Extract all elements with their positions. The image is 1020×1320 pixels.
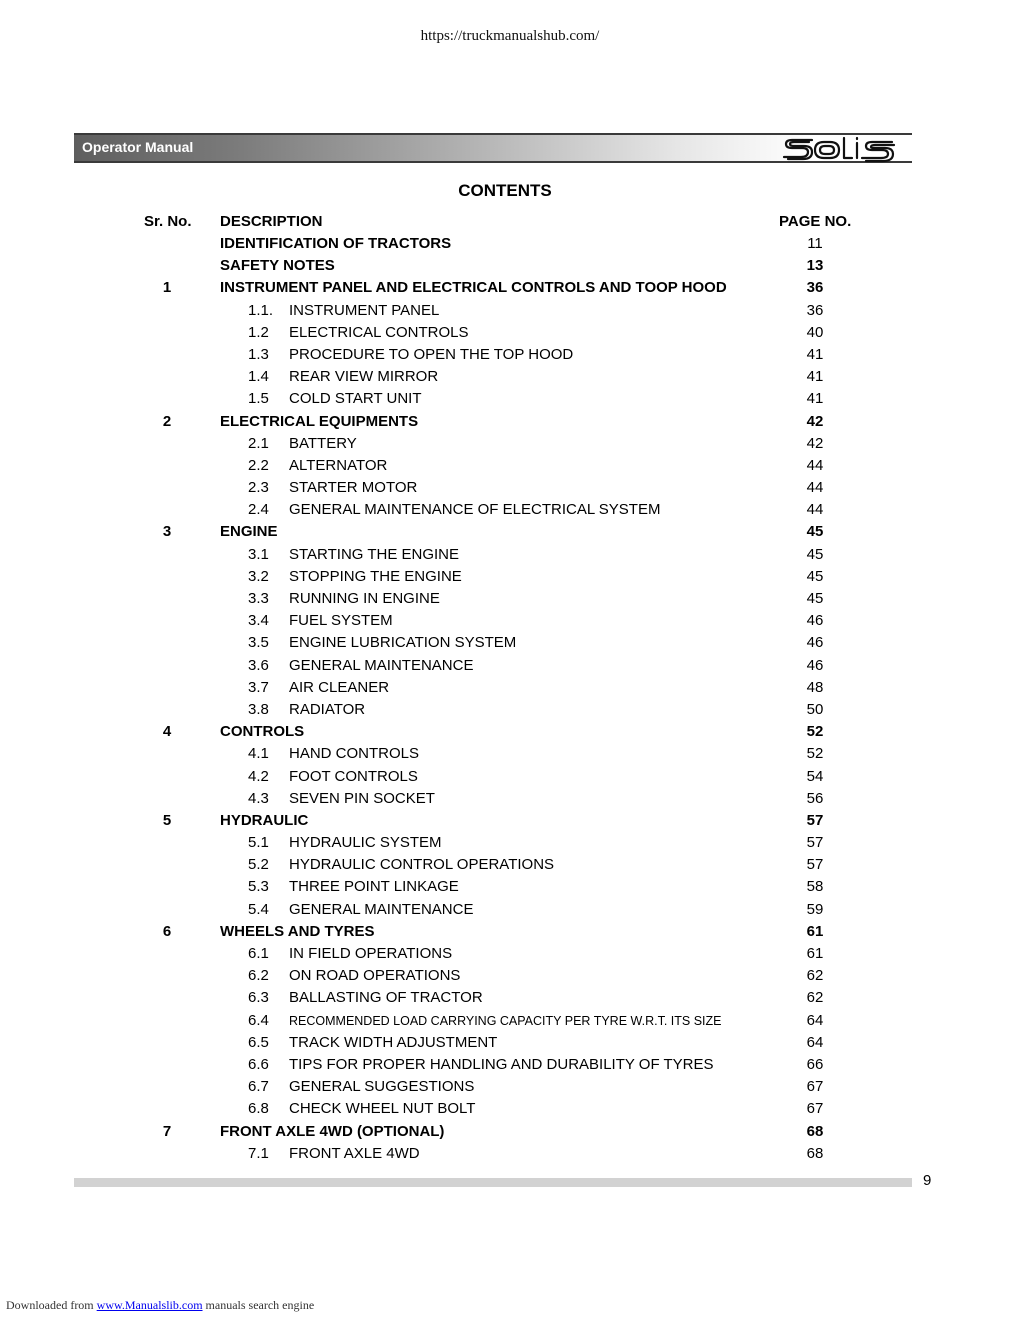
subsection-title: HYDRAULIC CONTROL OPERATIONS [289, 856, 555, 874]
page-reference: 61 [806, 945, 824, 962]
subsection-number: 6.4 [248, 1011, 269, 1029]
subsection-title: THREE POINT LINKAGE [289, 878, 459, 896]
subsection-title: RUNNING IN ENGINE [289, 590, 440, 607]
subsection-title: SEVEN PIN SOCKET [289, 789, 435, 807]
footer-bar [74, 1178, 912, 1187]
toc-subsection-row[interactable] [0, 766, 1020, 788]
header-banner [74, 133, 912, 163]
subsection-number: 5.1 [248, 834, 269, 852]
toc-subsection-row[interactable] [0, 899, 1020, 921]
toc-subsection-row[interactable] [0, 300, 1020, 322]
subsection-number: 1.3 [248, 345, 269, 363]
section-number: 1 [162, 279, 172, 297]
section-number: 7 [162, 1122, 172, 1140]
page-reference: 52 [806, 745, 824, 763]
page-reference: 54 [806, 767, 824, 785]
section-title: ENGINE [220, 523, 278, 541]
page-reference: 45 [806, 590, 824, 607]
subsection-number: 1.1. [248, 301, 274, 319]
subsection-number: 6.5 [248, 1033, 269, 1051]
toc-section-row[interactable] [0, 277, 1020, 299]
page-reference: 58 [806, 878, 824, 896]
page-reference: 46 [806, 612, 824, 630]
subsection-number: 3.8 [248, 700, 269, 718]
subsection-number: 3.4 [248, 612, 269, 630]
subsection-title: STARTING THE ENGINE [289, 545, 460, 563]
section-title: IDENTIFICATION OF TRACTORS [220, 235, 452, 252]
toc-subsection-row[interactable] [0, 1143, 1020, 1165]
subsection-title: FUEL SYSTEM [289, 612, 393, 630]
page-reference: 41 [806, 368, 824, 386]
toc-subsection-row[interactable] [0, 987, 1020, 1009]
subsection-title: GENERAL MAINTENANCE [289, 656, 474, 674]
page-reference: 56 [806, 789, 824, 807]
subsection-number: 2.3 [248, 479, 269, 497]
solis-logo-icon [782, 133, 904, 163]
subsection-title: ELECTRICAL CONTROLS [289, 323, 469, 341]
toc-section-row[interactable] [0, 521, 1020, 543]
page-reference: 44 [806, 501, 824, 519]
download-notice [6, 1298, 314, 1313]
toc-subsection-row[interactable] [0, 832, 1020, 854]
page-reference: 46 [806, 634, 824, 652]
page-reference: 64 [806, 1011, 824, 1029]
section-number: 2 [162, 412, 172, 430]
subsection-number: 3.1 [248, 545, 269, 563]
page-reference: 62 [806, 989, 824, 1007]
table-of-contents [0, 233, 1020, 1165]
subsection-title: INSTRUMENT PANEL [289, 301, 440, 319]
page-reference: 36 [806, 279, 824, 297]
toc-subsection-row[interactable] [0, 566, 1020, 588]
subsection-title: ENGINE LUBRICATION SYSTEM [289, 634, 517, 652]
section-number: 3 [162, 523, 172, 541]
column-header-description: DESCRIPTION [220, 213, 323, 230]
page-reference: 64 [806, 1033, 824, 1051]
page-reference: 52 [806, 723, 824, 741]
subsection-title: BALLASTING OF TRACTOR [289, 989, 483, 1007]
subsection-number: 4.3 [248, 789, 269, 807]
toc-subsection-row[interactable] [0, 1098, 1020, 1120]
page-reference: 45 [806, 523, 824, 541]
subsection-title: PROCEDURE TO OPEN THE TOP HOOD [289, 345, 574, 363]
toc-subsection-row[interactable] [0, 1054, 1020, 1076]
download-suffix: manuals search engine [202, 1298, 315, 1312]
section-title: INSTRUMENT PANEL AND ELECTRICAL CONTROLS AND TOOP HOOD [220, 279, 727, 297]
toc-section-row[interactable] [0, 810, 1020, 832]
page-reference: 46 [806, 656, 824, 674]
toc-subsection-row[interactable] [0, 1032, 1020, 1054]
section-title: WHEELS AND TYRES [220, 922, 375, 940]
toc-subsection-row[interactable] [0, 610, 1020, 632]
column-header-sr-no: Sr. No. [144, 213, 192, 230]
subsection-title: RECOMMENDED LOAD CARRYING CAPACITY PER TYRE W.R.T. ITS SIZE [289, 1013, 722, 1028]
subsection-number: 6.7 [248, 1078, 269, 1096]
subsection-number: 1.4 [248, 368, 269, 386]
toc-section-row[interactable] [0, 255, 1020, 277]
toc-subsection-row[interactable] [0, 588, 1020, 610]
page-number: 9 [923, 1172, 932, 1189]
subsection-title: TRACK WIDTH ADJUSTMENT [289, 1033, 498, 1051]
toc-subsection-row[interactable] [0, 477, 1020, 499]
page-reference: 68 [806, 1144, 824, 1162]
toc-subsection-row[interactable] [0, 743, 1020, 765]
page-reference: 67 [806, 1078, 824, 1096]
section-number: 5 [162, 811, 172, 829]
toc-subsection-row[interactable] [0, 455, 1020, 477]
subsection-number: 5.2 [248, 856, 269, 874]
subsection-title: COLD START UNIT [289, 390, 422, 408]
section-number: 6 [162, 922, 172, 940]
page-reference: 57 [806, 856, 824, 874]
page-reference: 42 [806, 412, 824, 430]
subsection-title: FOOT CONTROLS [289, 767, 418, 785]
manualslib-link[interactable]: www.Manualslib.com [96, 1298, 203, 1312]
toc-subsection-row[interactable] [0, 344, 1020, 366]
subsection-title: ALTERNATOR [289, 456, 388, 474]
source-url: https://truckmanualshub.com/ [420, 28, 600, 44]
section-title: CONTROLS [220, 723, 305, 741]
toc-subsection-row[interactable] [0, 544, 1020, 566]
page-reference: 44 [806, 479, 824, 497]
toc-subsection-row[interactable] [0, 876, 1020, 898]
page-reference: 57 [806, 834, 824, 852]
section-title: HYDRAULIC [220, 811, 309, 829]
page-title: CONTENTS [458, 181, 552, 200]
subsection-title: GENERAL MAINTENANCE OF ELECTRICAL SYSTEM [289, 501, 661, 519]
toc-section-row[interactable] [0, 233, 1020, 255]
subsection-number: 3.6 [248, 656, 269, 674]
page-reference: 57 [806, 811, 824, 829]
toc-subsection-row[interactable] [0, 965, 1020, 987]
page-reference: 68 [806, 1122, 824, 1140]
subsection-title: HAND CONTROLS [289, 745, 420, 763]
download-prefix: Downloaded from [6, 1298, 97, 1312]
toc-subsection-row[interactable] [0, 388, 1020, 410]
page-reference: 11 [807, 235, 823, 252]
page-reference: 42 [806, 434, 824, 452]
toc-subsection-row[interactable] [0, 433, 1020, 455]
subsection-title: RADIATOR [289, 700, 366, 718]
subsection-number: 6.6 [248, 1055, 269, 1073]
section-title: SAFETY NOTES [220, 257, 335, 275]
page-reference: 48 [806, 678, 824, 696]
subsection-number: 5.4 [248, 900, 269, 918]
subsection-number: 7.1 [248, 1144, 269, 1162]
section-number: 4 [162, 723, 172, 741]
toc-subsection-row[interactable] [0, 655, 1020, 677]
toc-subsection-row[interactable] [0, 1010, 1020, 1032]
page-reference: 44 [806, 456, 824, 474]
section-title: ELECTRICAL EQUIPMENTS [220, 412, 419, 430]
page-reference: 62 [806, 967, 824, 985]
page-reference: 41 [806, 345, 824, 363]
subsection-title: GENERAL SUGGESTIONS [289, 1078, 475, 1096]
toc-subsection-row[interactable] [0, 322, 1020, 344]
toc-section-row[interactable] [0, 921, 1020, 943]
manual-title: Operator Manual [82, 139, 194, 155]
subsection-number: 3.5 [248, 634, 269, 652]
subsection-title: STOPPING THE ENGINE [289, 567, 462, 585]
toc-subsection-row[interactable] [0, 943, 1020, 965]
section-title: FRONT AXLE 4WD (OPTIONAL) [220, 1122, 445, 1140]
page-reference: 66 [806, 1055, 824, 1073]
subsection-number: 4.1 [248, 745, 269, 763]
subsection-number: 2.2 [248, 456, 269, 474]
page-reference: 59 [806, 900, 824, 918]
subsection-number: 1.2 [248, 323, 269, 341]
toc-subsection-row[interactable] [0, 499, 1020, 521]
subsection-number: 3.2 [248, 567, 269, 585]
toc-subsection-row[interactable] [0, 677, 1020, 699]
toc-section-row[interactable] [0, 721, 1020, 743]
subsection-number: 4.2 [248, 767, 269, 785]
page-reference: 45 [806, 567, 824, 585]
subsection-number: 5.3 [248, 878, 269, 896]
page-reference: 36 [806, 301, 824, 319]
toc-section-row[interactable] [0, 411, 1020, 433]
toc-subsection-row[interactable] [0, 366, 1020, 388]
subsection-title: TIPS FOR PROPER HANDLING AND DURABILITY OF TYRES [289, 1055, 714, 1073]
subsection-number: 6.8 [248, 1100, 269, 1118]
toc-subsection-row[interactable] [0, 1076, 1020, 1098]
toc-subsection-row[interactable] [0, 788, 1020, 810]
toc-subsection-row[interactable] [0, 854, 1020, 876]
subsection-title: BATTERY [289, 434, 357, 452]
toc-section-row[interactable] [0, 1121, 1020, 1143]
subsection-number: 1.5 [248, 390, 269, 408]
subsection-number: 6.3 [248, 989, 269, 1007]
subsection-number: 2.4 [248, 501, 269, 519]
page-reference: 67 [806, 1100, 824, 1118]
subsection-number: 3.7 [248, 678, 269, 696]
subsection-title: REAR VIEW MIRROR [289, 368, 439, 386]
toc-subsection-row[interactable] [0, 699, 1020, 721]
page-reference: 61 [806, 922, 824, 940]
page-reference: 40 [806, 323, 824, 341]
page-reference: 13 [806, 257, 824, 275]
subsection-title: AIR CLEANER [289, 678, 390, 696]
subsection-title: HYDRAULIC SYSTEM [289, 834, 442, 852]
subsection-number: 3.3 [248, 590, 269, 607]
subsection-title: ON ROAD OPERATIONS [289, 967, 461, 985]
subsection-title: FRONT AXLE 4WD [289, 1144, 420, 1162]
toc-subsection-row[interactable] [0, 632, 1020, 654]
page-reference: 45 [806, 545, 824, 563]
subsection-title: STARTER MOTOR [289, 479, 418, 497]
column-header-page-no: PAGE NO. [779, 213, 852, 230]
subsection-number: 6.2 [248, 967, 269, 985]
page-reference: 41 [806, 390, 824, 408]
subsection-title: CHECK WHEEL NUT BOLT [289, 1100, 476, 1118]
page-reference: 50 [806, 700, 824, 718]
subsection-title: IN FIELD OPERATIONS [289, 945, 453, 962]
subsection-number: 2.1 [248, 434, 269, 452]
subsection-number: 6.1 [248, 945, 269, 962]
subsection-title: GENERAL MAINTENANCE [289, 900, 474, 918]
